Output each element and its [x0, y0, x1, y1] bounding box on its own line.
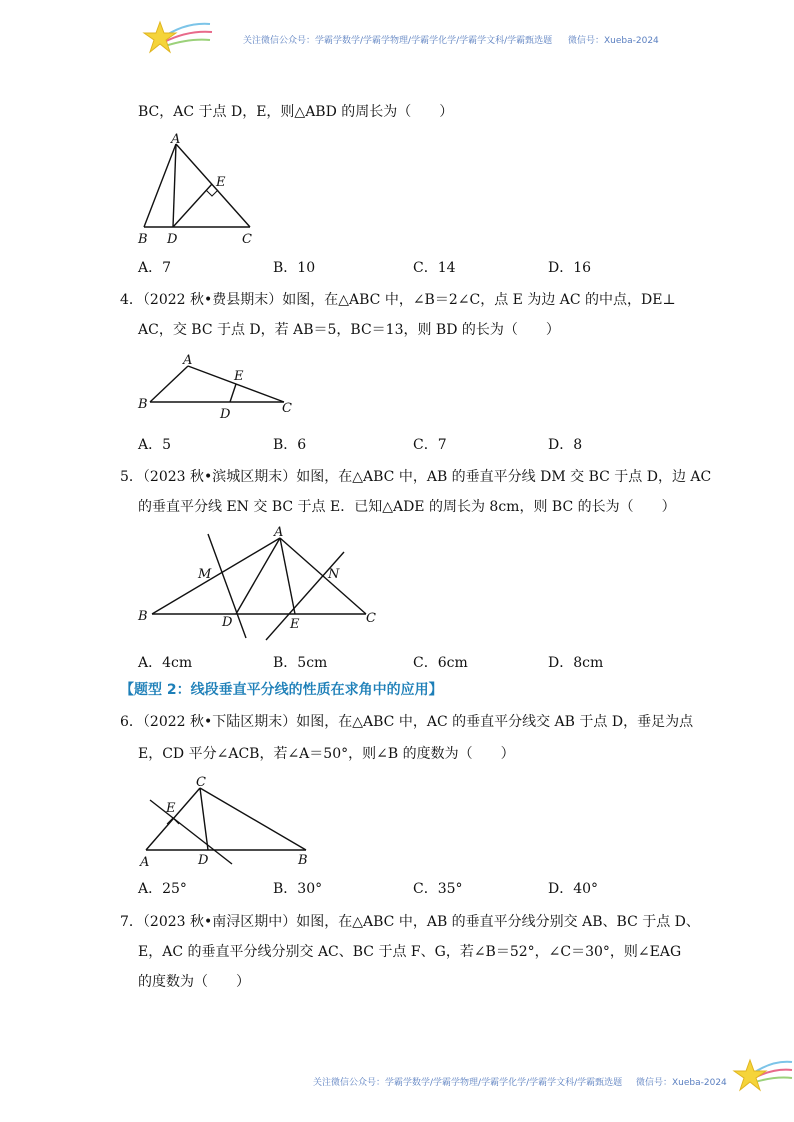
q6-option-b[interactable]: B．30°	[273, 881, 323, 897]
q6-stem-line1: 6．（2022 秋•下陆区期末）如图，在△ABC 中，AC 的垂直平分线交 AB 于点 D，垂足为点	[120, 714, 694, 730]
q3-option-c[interactable]: C．14	[413, 260, 456, 276]
q7-stem-line2: E，AC 的垂直平分线分别交 AC、BC 于点 F、G，若∠B＝52°，∠C＝30°，则∠EAG	[138, 944, 682, 960]
q5-label-a: A	[274, 525, 284, 540]
q5-stem-line1: 5．（2023 秋•滨城区期末）如图，在△ABC 中，AB 的垂直平分线 DM 交 BC 于点 D，边 AC	[120, 469, 712, 485]
q6-option-c[interactable]: C．35°	[413, 881, 463, 897]
footer-star-logo	[730, 1054, 794, 1094]
header-wechat-id: 微信号：Xueba-2024	[568, 36, 659, 46]
q4-figure	[134, 350, 304, 426]
q4-label-d: D	[220, 407, 231, 422]
q4-label-c: C	[282, 401, 292, 416]
q6-option-d[interactable]: D．40°	[548, 881, 599, 897]
q5-option-c[interactable]: C．6cm	[413, 655, 468, 671]
q7-stem-line3: 的度数为（ ）	[138, 974, 250, 990]
q5-label-m: M	[198, 567, 212, 582]
q5-option-b[interactable]: B．5cm	[273, 655, 328, 671]
q6-figure	[134, 772, 324, 870]
q3-label-d: D	[167, 232, 178, 247]
header-follow-text: 关注微信公众号：学霸学数学/学霸学物理/学霸学化学/学霸学文科/学霸甄选题	[243, 36, 553, 46]
q5-label-d: D	[222, 615, 233, 630]
q5-label-e: E	[290, 617, 300, 632]
q3-label-c: C	[242, 232, 252, 247]
q4-option-a[interactable]: A．5	[138, 437, 172, 453]
q4-option-c[interactable]: C．7	[413, 437, 447, 453]
q3-label-a: A	[171, 132, 181, 147]
q6-label-a: A	[140, 855, 150, 870]
q4-stem-line1: 4．（2022 秋•费县期末）如图，在△ABC 中，∠B＝2∠C，点 E 为边 AC 的中点，DE⊥	[120, 292, 676, 308]
q3-label-b: B	[138, 232, 148, 247]
q6-option-a[interactable]: A．25°	[138, 881, 187, 897]
q4-label-b: B	[138, 397, 148, 412]
q5-option-a[interactable]: A．4cm	[138, 655, 193, 671]
q4-label-e: E	[234, 369, 244, 384]
q5-label-n: N	[328, 567, 340, 582]
q3-option-d[interactable]: D．16	[548, 260, 592, 276]
q6-label-b: B	[298, 853, 308, 868]
q3-label-e: E	[216, 175, 226, 190]
section-2-title: 【题型 2：线段垂直平分线的性质在求角中的应用】	[120, 682, 443, 698]
q4-option-d[interactable]: D．8	[548, 437, 583, 453]
q7-stem-line1: 7．（2023 秋•南浔区期中）如图，在△ABC 中，AB 的垂直平分线分别交 AB、BC 于点 D、	[120, 914, 700, 930]
q5-stem-line2: 的垂直平分线 EN 交 BC 于点 E．已知△ADE 的周长为 8cm，则 BC 的长为（ ）	[138, 499, 676, 515]
q3-option-b[interactable]: B．10	[273, 260, 316, 276]
q3-option-a[interactable]: A．7	[138, 260, 172, 276]
q4-option-b[interactable]: B．6	[273, 437, 307, 453]
q6-label-d: D	[198, 853, 209, 868]
q5-label-b: B	[138, 609, 148, 624]
footer-wechat-id: 微信号：Xueba-2024	[636, 1078, 727, 1088]
q6-label-e: E	[166, 801, 176, 816]
q6-stem-line2: E，CD 平分∠ACB，若∠A＝50°，则∠B 的度数为（ ）	[138, 746, 515, 762]
q3-figure	[130, 132, 270, 250]
q6-label-c: C	[196, 775, 206, 790]
header-star-logo	[140, 16, 220, 58]
q5-option-d[interactable]: D．8cm	[548, 655, 604, 671]
footer-follow-text: 关注微信公众号：学霸学数学/学霸学物理/学霸学化学/学霸学文科/学霸甄选题	[313, 1078, 623, 1088]
q5-figure	[134, 524, 394, 646]
q3-stem-tail: BC，AC 于点 D，E，则△ABD 的周长为（ ）	[138, 104, 454, 120]
q5-label-c: C	[366, 611, 376, 626]
q4-stem-line2: AC，交 BC 于点 D，若 AB＝5，BC＝13，则 BD 的长为（ ）	[138, 322, 560, 338]
q4-label-a: A	[183, 353, 193, 368]
